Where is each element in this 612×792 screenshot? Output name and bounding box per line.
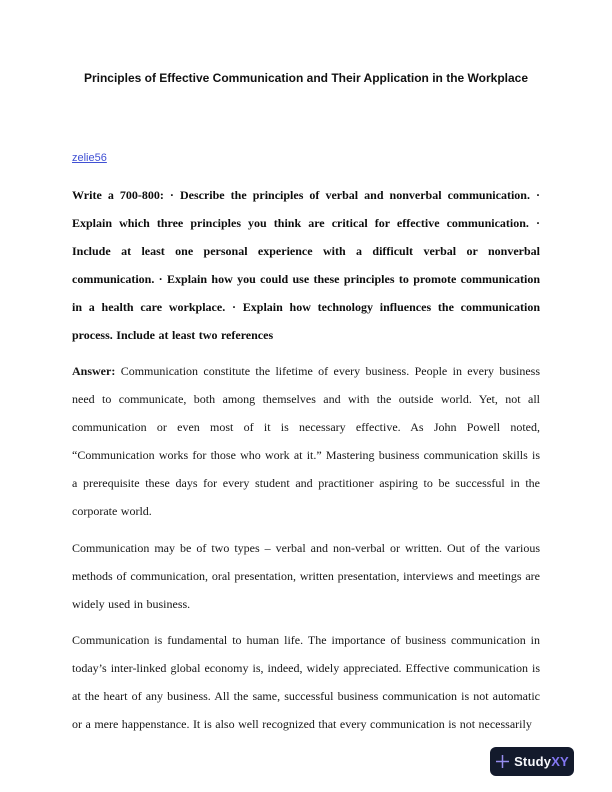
- logo-text-study: Study: [514, 754, 552, 769]
- author-link[interactable]: zelie56: [72, 152, 107, 164]
- studyxy-logo[interactable]: [490, 747, 574, 776]
- answer-paragraph: [72, 357, 540, 525]
- document-title: Principles of Effective Communication and Their Application in the Workplace: [83, 71, 529, 85]
- answer-text: Communication constitute the lifetime of every business. People in every business need to communicate, both among themselves and with the outside world. Yet, not all communication or even most of it is necessary effective. As John Powell noted, “Communication works for those who work at it.” Mastering business communication skills is a prerequisite these days for every student and practitioner aspiring to be successful in the corporate world.: [72, 364, 541, 518]
- body-paragraph-types: Communication may be of two types – verbal and non-verbal or written. Out of the various methods of communication, oral presentation, written presentation, interviews and meetings are widely used in business.: [72, 541, 540, 611]
- logo-text-xy: XY: [551, 754, 569, 769]
- plus-icon: [495, 754, 510, 769]
- document-content: [72, 0, 540, 738]
- assignment-question: Write a 700-800: · Describe the principles of verbal and nonverbal communication. · Explain which three principles you think are critical for effective communication. · Include at least one personal experience with a difficult verbal or nonverbal communication. · Explain how you could use these principles to promote communication in a health care workplace. · Explain how technology influences the communication process. Include at least two references: [72, 188, 540, 342]
- author-row: [72, 150, 540, 165]
- logo-wordmark: [514, 755, 569, 768]
- body-paragraph-fundamental: Communication is fundamental to human life. The importance of business communication in today’s inter-linked global economy is, indeed, widely appreciated. Effective communication is at the heart of any business. All the same, successful business communication is not automatic or a mere happenstance. It is also well recognized that every communication is not necessarily: [72, 633, 540, 731]
- answer-label: Answer:: [72, 364, 116, 378]
